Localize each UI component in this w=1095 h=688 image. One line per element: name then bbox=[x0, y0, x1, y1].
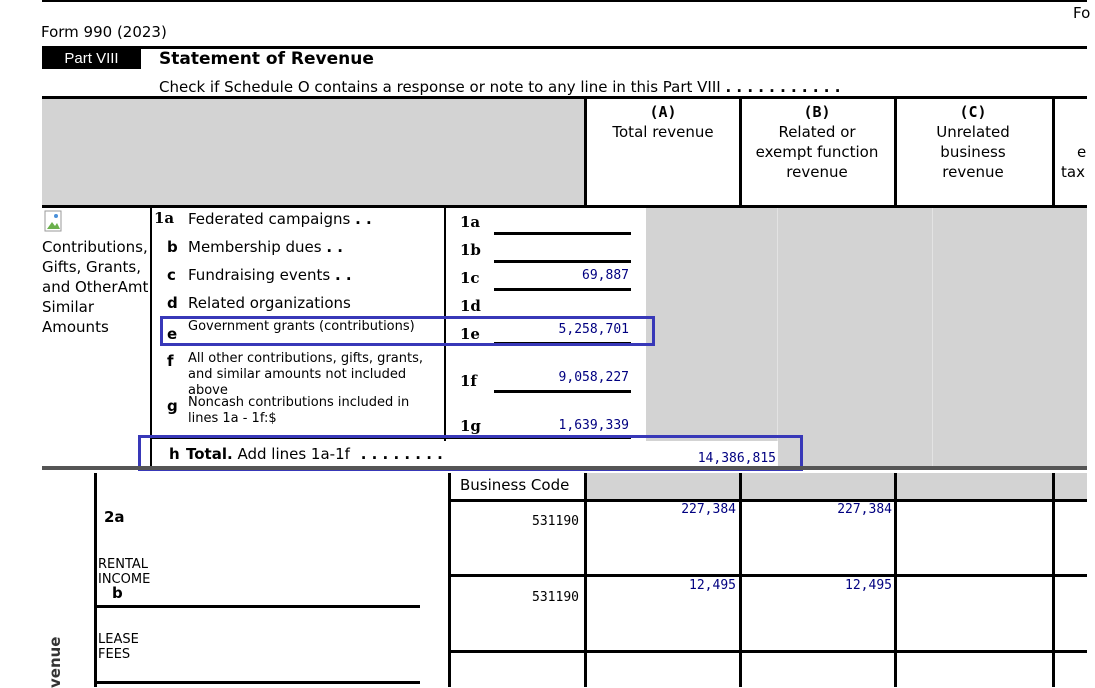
line-2b-desc-rule bbox=[96, 605, 420, 608]
line-1d-letter: d bbox=[167, 294, 178, 312]
column-a-letter: (A) bbox=[649, 103, 677, 121]
line-2a-letter: 2a bbox=[104, 508, 125, 526]
line-1b-underline bbox=[494, 260, 631, 263]
line-1c-underline bbox=[494, 288, 631, 291]
line-1d-label: Related organizations bbox=[188, 294, 351, 312]
line-1h-value: 14,386,815 bbox=[697, 451, 776, 466]
section1-bottom-rule bbox=[42, 466, 1087, 470]
line-1a-code: 1a bbox=[460, 213, 481, 231]
column-c-header bbox=[912, 102, 1034, 182]
line-1f-code: 1f bbox=[460, 372, 477, 390]
line-1a-dots: . . bbox=[355, 210, 372, 228]
line-1h-bold: Total. bbox=[186, 445, 233, 463]
line-1d-code: 1d bbox=[460, 297, 481, 315]
line-1b-dots: . . bbox=[326, 238, 343, 256]
line-2a-related: 227,384 bbox=[837, 502, 892, 517]
line-1c-code: 1c bbox=[460, 269, 480, 287]
schedule-o-check-dots: . . . . . . . . . . . bbox=[725, 78, 841, 96]
line-1b-label bbox=[188, 238, 343, 256]
section2-code-left bbox=[448, 473, 451, 687]
part-badge: Part VIII bbox=[42, 49, 141, 69]
line-2c-desc-rule bbox=[96, 681, 420, 684]
line-2a-description: RENTAL INCOME bbox=[98, 557, 151, 587]
line-2b-related: 12,495 bbox=[845, 578, 892, 593]
line-2a-code: 531190 bbox=[532, 514, 579, 529]
section2-col-b bbox=[739, 473, 742, 687]
line-2a-rule bbox=[448, 574, 1087, 577]
line-1c-value: 69,887 bbox=[582, 268, 629, 283]
line-2b-total: 12,495 bbox=[689, 578, 736, 593]
line-1a-underline bbox=[494, 232, 631, 235]
line-1g-letter: g bbox=[167, 397, 178, 415]
line-1a-text: Federated campaigns bbox=[188, 210, 351, 228]
line-2b-rule bbox=[448, 650, 1087, 653]
line-1h-dots: . . . . . . . . bbox=[360, 445, 443, 463]
highlight-line-1e bbox=[160, 316, 655, 346]
line-1c-dots: . . bbox=[334, 266, 352, 284]
business-code-header: Business Code bbox=[460, 476, 570, 494]
section2-header-gray bbox=[587, 473, 1087, 500]
column-d-label-1: e bbox=[1077, 143, 1087, 161]
line-1e-value: 5,258,701 bbox=[558, 322, 629, 337]
line-1g-label: Noncash contributions included in lines 1a - 1f:$ bbox=[188, 395, 410, 426]
column-c-letter: (C) bbox=[959, 103, 987, 121]
column-b-letter: (B) bbox=[803, 103, 831, 121]
col-divider-b bbox=[739, 99, 742, 207]
column-b-label: Related or exempt function revenue bbox=[755, 123, 879, 181]
line-1a-letter: 1a bbox=[154, 209, 175, 227]
schedule-o-check-label: Check if Schedule O contains a response or note to any line in this Part VIII bbox=[159, 78, 721, 96]
line-1h-text: Add lines 1a-1f bbox=[237, 445, 350, 463]
line-1h-letter: h bbox=[169, 445, 180, 463]
line-1b-text: Membership dues bbox=[188, 238, 322, 256]
line-1f-value: 9,058,227 bbox=[558, 370, 629, 385]
line-1c-text: Fundraising events bbox=[188, 266, 331, 284]
column-header-blank bbox=[42, 99, 584, 205]
section2-left-border bbox=[94, 473, 97, 687]
line-2b-description: LEASE FEES bbox=[98, 632, 139, 662]
line-1c-label bbox=[188, 266, 352, 284]
gray-col-line-b bbox=[777, 208, 778, 441]
col-divider-c bbox=[894, 99, 897, 207]
line-1g-value: 1,639,339 bbox=[558, 418, 629, 433]
line-1g-code: 1g bbox=[460, 417, 481, 435]
section2-col-d bbox=[1052, 473, 1055, 687]
line-2b-code: 531190 bbox=[532, 590, 579, 605]
gray-col-line-c bbox=[932, 208, 933, 467]
section2-col-a bbox=[584, 473, 587, 687]
form-title: Form 990 (2023) bbox=[41, 23, 167, 41]
program-service-vertical-label: venue bbox=[46, 636, 64, 688]
side-label-icon bbox=[44, 210, 68, 234]
form-corner-text: Fo bbox=[1073, 4, 1091, 22]
line-1e-code: 1e bbox=[460, 325, 480, 343]
line-1f-underline bbox=[494, 390, 631, 393]
line-1b-letter: b bbox=[167, 238, 178, 256]
column-c-label: Unrelated business revenue bbox=[936, 123, 1010, 181]
column-d-header bbox=[1055, 102, 1095, 182]
line-1e-letter: e bbox=[167, 325, 178, 343]
section1-gray-area bbox=[646, 208, 1087, 467]
section1-left-divider bbox=[150, 208, 152, 467]
column-a-label: Total revenue bbox=[612, 123, 714, 141]
line-1b-code: 1b bbox=[460, 241, 481, 259]
line-1a-label bbox=[188, 210, 372, 228]
side-label: Contributions, Gifts, Grants, and OtherAmt Similar Amounts bbox=[42, 238, 149, 336]
line-1f-letter: f bbox=[167, 352, 174, 370]
column-a-header bbox=[587, 102, 739, 142]
schedule-o-check-text bbox=[159, 78, 840, 96]
section2-col-c bbox=[894, 473, 897, 687]
top-rule bbox=[42, 0, 1087, 2]
line-2a-total: 227,384 bbox=[681, 502, 736, 517]
line-1c-letter: c bbox=[167, 266, 176, 284]
part-title: Statement of Revenue bbox=[159, 49, 374, 69]
line-1e-label: Government grants (contributions) bbox=[188, 319, 415, 334]
column-b-header bbox=[752, 102, 882, 182]
line-1f-label: All other contributions, gifts, grants, and similar amounts not included above bbox=[188, 351, 423, 398]
column-d-label-2: tax bbox=[1061, 163, 1085, 181]
line-2b-letter: b bbox=[112, 584, 123, 602]
